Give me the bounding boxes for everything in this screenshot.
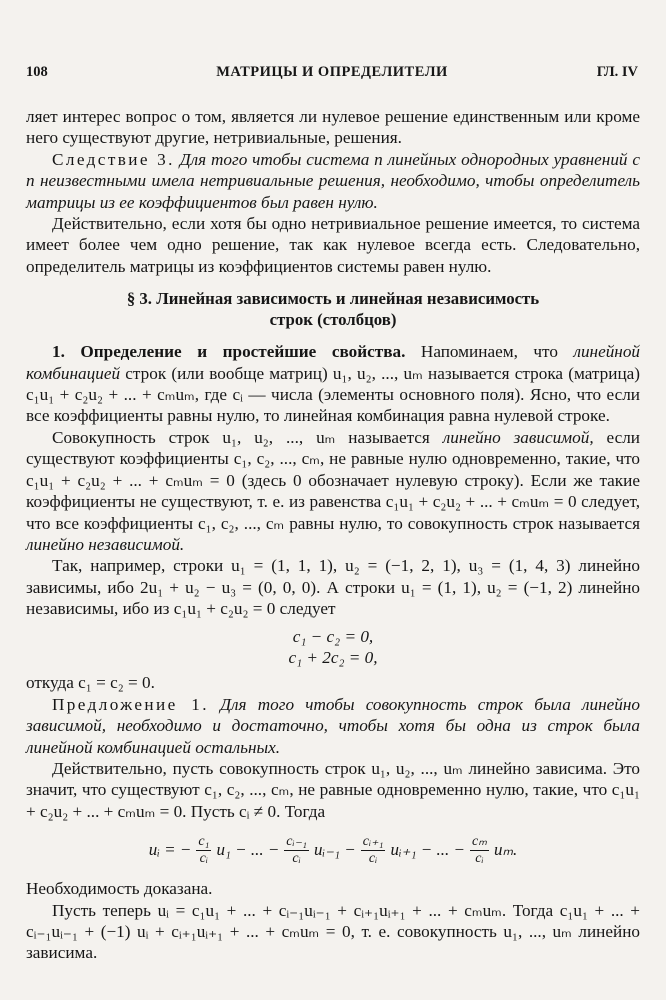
formula-term-2: uᵢ₋₁ −: [313, 840, 356, 860]
definition-text-c: строк (или вообще матриц) u₁, u₂, ..., uₘ называется строка (матрица) c₁u₁ + c₂u₂ + ... + cₘuₘ, где cᵢ — числа (элементы основного поля). Ясно, что если все коэффициенты равны нулю, то линейная комбинация равна нулевой строке.: [26, 363, 641, 426]
subsection-title: 1. Определение и простейшие свойства.: [52, 342, 406, 362]
proposition-label: Предложение 1.: [52, 694, 209, 714]
section-title-line-2: строк (столбцов): [269, 310, 397, 330]
running-title: МАТРИЦЫ И ОПРЕДЕЛИТЕЛИ: [216, 64, 448, 80]
fraction-3: [361, 834, 386, 867]
corollary-text: Для того чтобы система n линейных однородных уравнений с n неизвестными имела нетривиальные решения, необходимо, чтобы определитель матрицы из ее коэффициентов был равен нулю.: [26, 149, 641, 212]
dependence-text-a: Совокупность строк u₁, u₂, ..., uₘ называется: [52, 427, 430, 447]
formula-term-1: u₁ − ... −: [216, 840, 280, 860]
definition-text-a: Напоминаем, что: [420, 342, 558, 362]
term-linearly-independent: линейно независимой.: [26, 534, 185, 554]
formula-lhs: uᵢ = −: [148, 840, 192, 860]
fraction-2-denominator: cᵢ: [292, 850, 301, 866]
section-title-line-1: § 3. Линейная зависимость и линейная независимость: [126, 289, 540, 309]
proposition-1: [26, 694, 640, 758]
proof-paragraph: Действительно, пусть совокупность строк u₁, u₂, ..., uₘ линейно зависима. Это значит, что существуют c₁, c₂, ..., cₘ, не равные одновременно нулю, такие, что c₁u₁ + c₂u₂ + ... + cₘuₘ = 0. Пусть cᵢ ≠ 0. Тогда: [26, 758, 640, 821]
necessity-proved: Необходимость доказана.: [26, 879, 213, 899]
term-linearly-dependent: линейно зависимой,: [442, 427, 594, 447]
page-body: [26, 106, 640, 964]
fraction-2: [284, 834, 309, 867]
formula-term-4: uₘ.: [493, 840, 518, 860]
term-linear-combination: линейной комбинацией: [26, 342, 641, 383]
fraction-1-denominator: cᵢ: [199, 850, 209, 866]
fraction-3-numerator: cᵢ₊₁: [362, 833, 384, 849]
equation-1: c₁ − c₂ = 0,: [292, 626, 374, 646]
fraction-4-numerator: cₘ: [472, 833, 487, 849]
example-paragraph: Так, например, строки u₁ = (1, 1, 1), u₂ = (−1, 2, 1), u₃ = (1, 4, 3) линейно зависимы, ибо 2u₁ + u₂ − u₃ = (0, 0, 0). А строки u₁ = (1, 1), u₂ = (−1, 2) линейно независимы, ибо из c₁u₁ + c₂u₂ = 0 следует: [26, 556, 640, 619]
corollary-3: [26, 149, 640, 213]
dependence-paragraph: [26, 427, 640, 555]
dependence-text-c: если существуют коэффициенты c₁, c₂, ..., cₘ, не равные нулю одновременно, такие, что c₁u₁ + c₂u₂ + ... + cₘuₘ = 0 (здесь 0 обозначает нулевую строку). Если же такие коэффициенты не существуют, т. е. из равенства c₁u₁ + c₂u₂ + ... + cₘuₘ = 0 следует, что все коэффициенты c₁, c₂, ..., cₘ равны нулю, то совокупность строк называется: [26, 427, 641, 533]
fraction-2-numerator: cᵢ₋₁: [286, 833, 307, 849]
page-number: 108: [26, 64, 48, 80]
formula-term-3: uᵢ₊₁ − ... −: [390, 840, 465, 860]
chapter-label: ГЛ. IV: [596, 64, 638, 80]
display-formula: [26, 822, 640, 878]
running-header: [26, 64, 638, 86]
fraction-1: [196, 834, 211, 867]
corollary-label: Следствие 3.: [52, 149, 175, 169]
proposition-text: Для того чтобы совокупность строк была линейно зависимой, необходимо и достаточно, чтобы хотя бы одна из строк была линейной комбинацией остальных.: [26, 694, 641, 757]
fraction-1-numerator: c₁: [198, 833, 210, 849]
equation-system: [26, 626, 640, 669]
sufficiency-paragraph: Пусть теперь uᵢ = c₁u₁ + ... + cᵢ₋₁uᵢ₋₁ + cᵢ₊₁uᵢ₊₁ + ... + cₘuₘ. Тогда c₁u₁ + ... + cᵢ₋₁uᵢ₋₁ + (−1) uᵢ + cᵢ₊₁uᵢ₊₁ + ... + cₘuₘ = 0, т. е. совокупность u₁, ..., uₘ линейно зависима.: [26, 900, 640, 963]
fraction-4-denominator: cᵢ: [475, 850, 484, 866]
equation-2: c₁ + 2c₂ = 0,: [288, 647, 378, 667]
example-conclusion: откуда c₁ = c₂ = 0.: [26, 673, 155, 693]
fraction-4: [470, 834, 489, 867]
paragraph-proof: Действительно, если хотя бы одно нетривиальное решение имеется, то система имеет более чем одно решение, так как нулевое всегда есть. Следовательно, определитель матрицы из коэффициентов системы равен нулю.: [26, 214, 640, 276]
definition-paragraph: [26, 341, 640, 427]
paragraph-continuation: ляет интерес вопрос о том, является ли нулевое решение единственным или кроме него существуют другие, нетривиальные, решения.: [26, 107, 640, 148]
fraction-3-denominator: cᵢ: [368, 850, 378, 866]
